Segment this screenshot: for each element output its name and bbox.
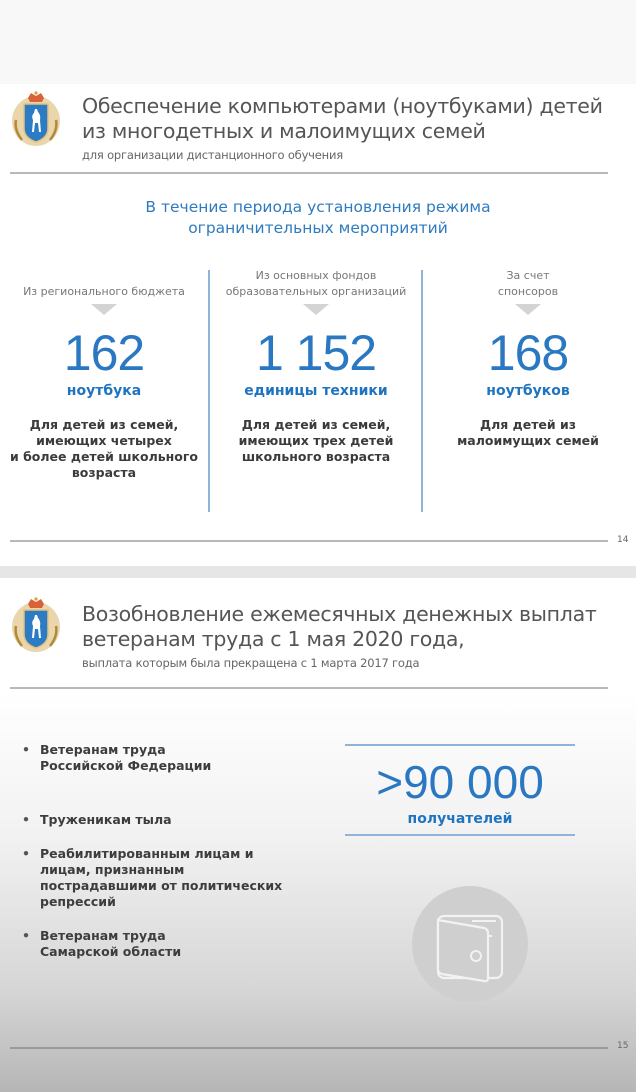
list-item — [22, 928, 292, 960]
down-triangle-icon — [515, 304, 541, 315]
list-item — [22, 812, 292, 828]
recipients-count: >90 000 — [376, 756, 544, 808]
slide-14 — [0, 84, 636, 566]
slide-title-line-2: из многодетных и малоимущих семей — [82, 119, 486, 143]
period-heading-line-2: ограничительных мероприятий — [188, 219, 448, 237]
funding-source — [4, 268, 204, 300]
recipient-list — [22, 742, 292, 960]
list-item-line: • Труженикам тыла — [40, 812, 172, 827]
down-triangle-icon — [303, 304, 329, 315]
description-line: имеющих трех детей — [238, 433, 394, 448]
funding-unit: ноутбука — [66, 383, 142, 399]
funding-source-line: образовательных организаций — [225, 285, 407, 298]
funding-value: 162 — [63, 325, 145, 381]
page-number: 14 — [617, 535, 629, 545]
header-divider — [10, 687, 608, 689]
list-item-line: пострадавшими от политических — [40, 878, 283, 893]
list-item — [22, 742, 292, 774]
recipients-unit: получателей — [407, 811, 513, 827]
page-number: 15 — [617, 1041, 629, 1051]
funding-source-text: Из регионального бюджета — [23, 285, 185, 298]
funding-value: 168 — [487, 325, 569, 381]
funding-unit: единицы техники — [244, 383, 388, 399]
funding-description — [426, 417, 630, 449]
description-line: Для детей из — [479, 417, 577, 432]
footer-divider — [10, 1047, 608, 1049]
slide-subtitle: выплата которым была прекращена с 1 марта 2017 года — [82, 656, 420, 670]
funding-column-sponsors — [426, 268, 630, 449]
recipients-highlight — [345, 744, 575, 836]
funding-description — [4, 417, 204, 481]
description-line: Для детей из семей, — [241, 417, 391, 432]
description-line: малоимущих семей — [457, 433, 599, 448]
funding-source-line: Из основных фондов — [255, 269, 377, 282]
funding-column-school-funds — [214, 268, 418, 465]
period-heading — [0, 197, 636, 239]
slide-title-line-1: Обеспечение компьютерами (ноутбуками) детей — [82, 94, 603, 118]
slide-15 — [0, 578, 636, 1092]
list-item — [22, 846, 292, 910]
list-item-line: • Реабилитированным лицам и — [40, 846, 254, 861]
slide-title — [82, 602, 597, 652]
slide-separator — [0, 566, 636, 578]
samara-coat-of-arms-icon — [10, 90, 62, 148]
slide-title-line-2: ветеранам труда с 1 мая 2020 года, — [82, 627, 465, 651]
slide-title-line-1: Возобновление ежемесячных денежных выплат — [82, 602, 597, 626]
funding-source-line: спонсоров — [497, 285, 559, 298]
funding-source — [426, 268, 630, 300]
list-item-line: лицам, признанным — [40, 862, 185, 877]
description-line: имеющих четырех — [36, 433, 172, 448]
header-divider — [10, 172, 608, 174]
wallet-icon — [412, 886, 528, 1002]
slide-subtitle: для организации дистанционного обучения — [82, 148, 343, 162]
description-line: Для детей из семей, — [29, 417, 179, 432]
funding-description — [214, 417, 418, 465]
list-item-line: • Ветеранам труда — [40, 928, 166, 943]
list-item-line: Российской Федерации — [40, 758, 212, 773]
top-blank-bar — [0, 0, 636, 84]
description-line: и более детей школьного — [9, 449, 199, 464]
column-divider — [421, 270, 423, 512]
funding-source-line: За счет — [506, 269, 550, 282]
down-triangle-icon — [91, 304, 117, 315]
list-item-line: • Ветеранам труда — [40, 742, 166, 757]
list-item-line: репрессий — [40, 894, 116, 909]
funding-source — [214, 268, 418, 300]
description-line: возраста — [71, 465, 137, 480]
list-item-line: Самарской области — [40, 944, 182, 959]
period-heading-line-1: В течение периода установления режима — [145, 198, 491, 216]
funding-value: 1 152 — [255, 325, 377, 381]
samara-coat-of-arms-icon — [10, 596, 62, 654]
footer-divider — [10, 540, 608, 542]
funding-column-regional — [4, 268, 204, 481]
column-divider — [208, 270, 210, 512]
slide-title — [82, 94, 603, 144]
funding-unit: ноутбуков — [486, 383, 570, 399]
description-line: школьного возраста — [241, 449, 391, 464]
